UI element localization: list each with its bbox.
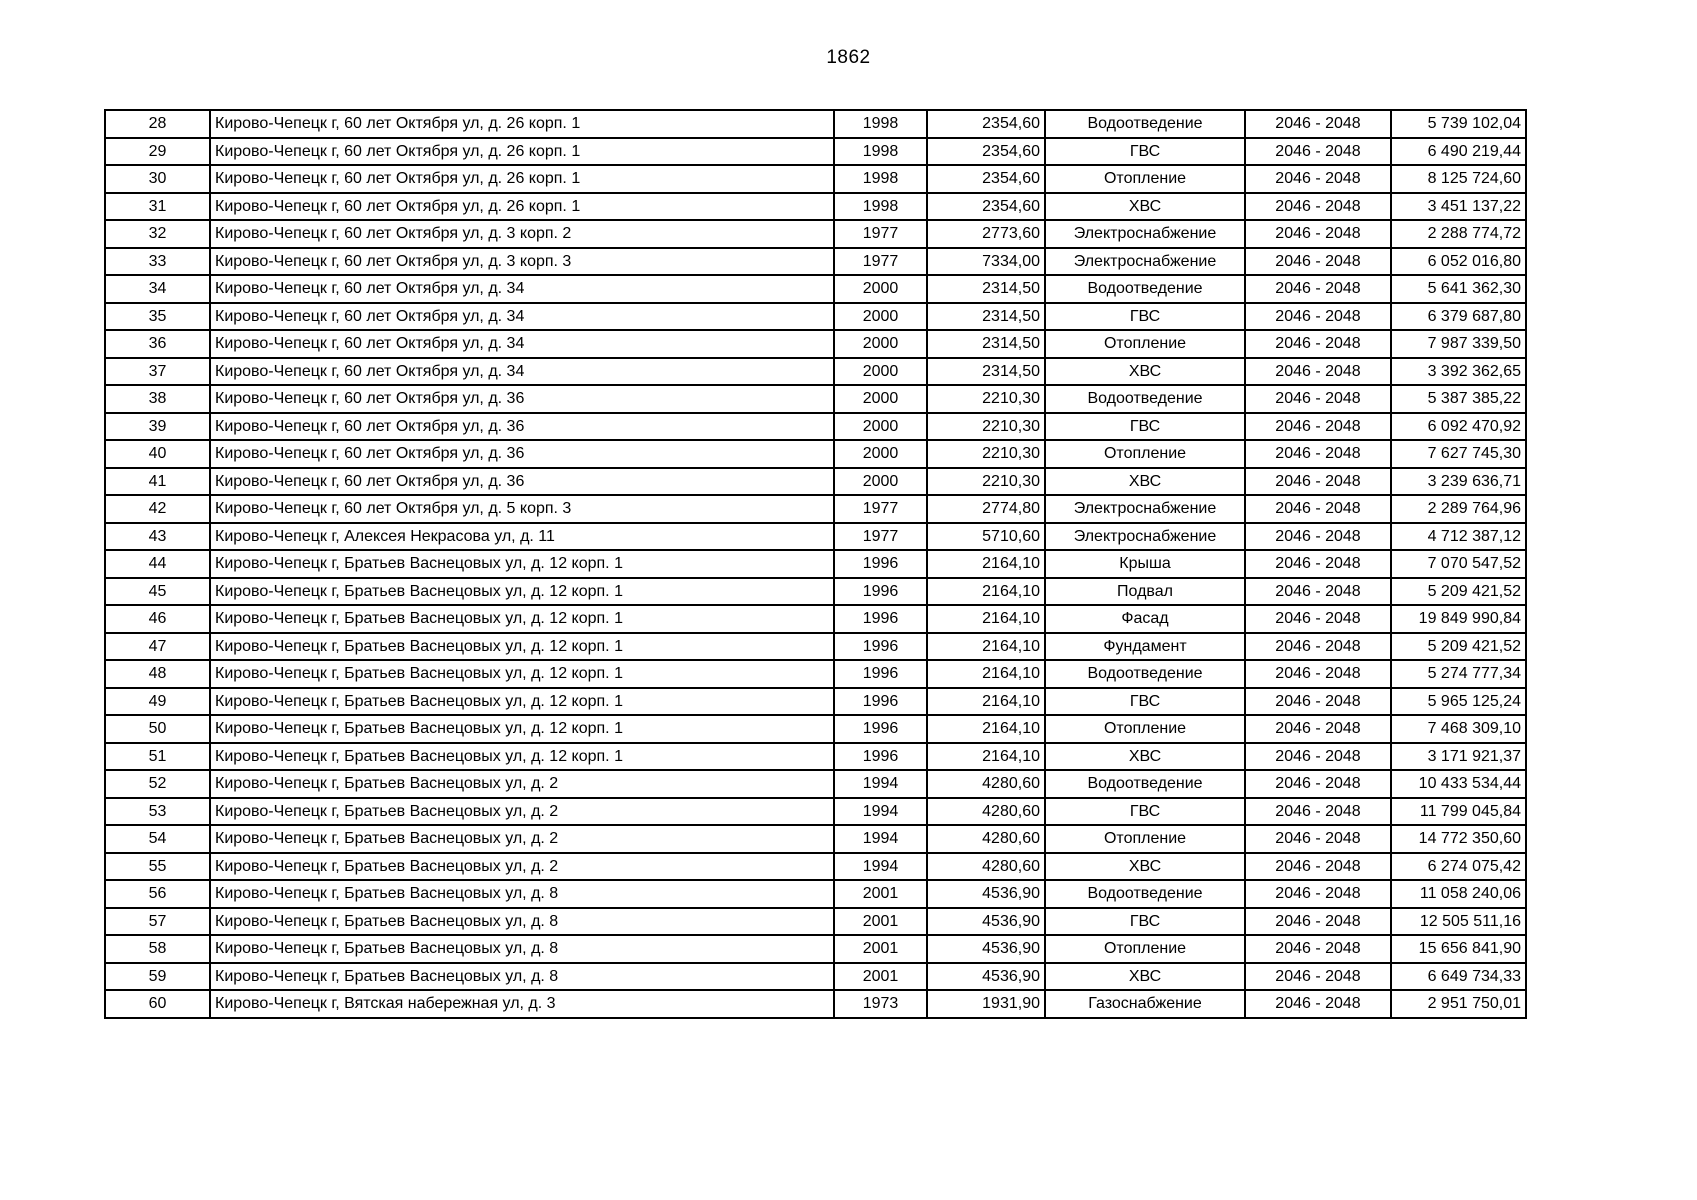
period-cell: 2046 - 2048	[1245, 413, 1391, 441]
work-type-cell: ХВС	[1045, 853, 1245, 881]
row-number-cell: 45	[105, 578, 210, 606]
work-type-cell: Электроснабжение	[1045, 220, 1245, 248]
period-cell: 2046 - 2048	[1245, 248, 1391, 276]
table-row	[105, 358, 1526, 386]
period-cell: 2046 - 2048	[1245, 935, 1391, 963]
build-year-cell: 1973	[834, 990, 927, 1018]
work-type-cell: Фундамент	[1045, 633, 1245, 661]
period-cell: 2046 - 2048	[1245, 138, 1391, 166]
build-year-cell: 2000	[834, 303, 927, 331]
table-row	[105, 935, 1526, 963]
build-year-cell: 2000	[834, 385, 927, 413]
period-cell: 2046 - 2048	[1245, 853, 1391, 881]
period-cell: 2046 - 2048	[1245, 743, 1391, 771]
build-year-cell: 1996	[834, 633, 927, 661]
row-number-cell: 49	[105, 688, 210, 716]
table-row	[105, 275, 1526, 303]
table-row	[105, 413, 1526, 441]
area-cell: 2354,60	[927, 138, 1045, 166]
cost-cell: 5 209 421,52	[1391, 578, 1526, 606]
build-year-cell: 2001	[834, 963, 927, 991]
area-cell: 4536,90	[927, 880, 1045, 908]
address-cell: Кирово-Чепецк г, Братьев Васнецовых ул, д. 2	[210, 798, 834, 826]
row-number-cell: 38	[105, 385, 210, 413]
period-cell: 2046 - 2048	[1245, 963, 1391, 991]
build-year-cell: 1996	[834, 688, 927, 716]
build-year-cell: 1994	[834, 798, 927, 826]
work-type-cell: Газоснабжение	[1045, 990, 1245, 1018]
area-cell: 2210,30	[927, 440, 1045, 468]
build-year-cell: 1994	[834, 770, 927, 798]
period-cell: 2046 - 2048	[1245, 275, 1391, 303]
area-cell: 2164,10	[927, 743, 1045, 771]
cost-cell: 6 649 734,33	[1391, 963, 1526, 991]
table-row	[105, 303, 1526, 331]
row-number-cell: 55	[105, 853, 210, 881]
work-type-cell: ХВС	[1045, 743, 1245, 771]
table-row	[105, 138, 1526, 166]
address-cell: Кирово-Чепецк г, 60 лет Октября ул, д. 34	[210, 358, 834, 386]
period-cell: 2046 - 2048	[1245, 385, 1391, 413]
address-cell: Кирово-Чепецк г, 60 лет Октября ул, д. 36	[210, 468, 834, 496]
row-number-cell: 36	[105, 330, 210, 358]
period-cell: 2046 - 2048	[1245, 110, 1391, 138]
period-cell: 2046 - 2048	[1245, 303, 1391, 331]
cost-cell: 5 209 421,52	[1391, 633, 1526, 661]
build-year-cell: 1977	[834, 248, 927, 276]
row-number-cell: 37	[105, 358, 210, 386]
address-cell: Кирово-Чепецк г, Вятская набережная ул, д. 3	[210, 990, 834, 1018]
table-row	[105, 193, 1526, 221]
area-cell: 4280,60	[927, 853, 1045, 881]
area-cell: 2354,60	[927, 110, 1045, 138]
cost-cell: 6 274 075,42	[1391, 853, 1526, 881]
area-cell: 2314,50	[927, 275, 1045, 303]
row-number-cell: 32	[105, 220, 210, 248]
cost-cell: 6 379 687,80	[1391, 303, 1526, 331]
row-number-cell: 31	[105, 193, 210, 221]
address-cell: Кирово-Чепецк г, 60 лет Октября ул, д. 3 корп. 3	[210, 248, 834, 276]
area-cell: 2164,10	[927, 633, 1045, 661]
table-row	[105, 798, 1526, 826]
area-cell: 5710,60	[927, 523, 1045, 551]
address-cell: Кирово-Чепецк г, Братьев Васнецовых ул, д. 8	[210, 935, 834, 963]
work-type-cell: Водоотведение	[1045, 275, 1245, 303]
work-type-cell: Водоотведение	[1045, 385, 1245, 413]
row-number-cell: 33	[105, 248, 210, 276]
cost-cell: 15 656 841,90	[1391, 935, 1526, 963]
row-number-cell: 43	[105, 523, 210, 551]
cost-cell: 7 070 547,52	[1391, 550, 1526, 578]
row-number-cell: 35	[105, 303, 210, 331]
cost-cell: 5 739 102,04	[1391, 110, 1526, 138]
build-year-cell: 1998	[834, 193, 927, 221]
table-row	[105, 248, 1526, 276]
cost-cell: 3 239 636,71	[1391, 468, 1526, 496]
row-number-cell: 57	[105, 908, 210, 936]
cost-cell: 2 288 774,72	[1391, 220, 1526, 248]
address-cell: Кирово-Чепецк г, Братьев Васнецовых ул, д. 12 корп. 1	[210, 578, 834, 606]
work-type-cell: ХВС	[1045, 358, 1245, 386]
address-cell: Кирово-Чепецк г, 60 лет Октября ул, д. 26 корп. 1	[210, 110, 834, 138]
row-number-cell: 28	[105, 110, 210, 138]
area-cell: 1931,90	[927, 990, 1045, 1018]
address-cell: Кирово-Чепецк г, 60 лет Октября ул, д. 36	[210, 440, 834, 468]
work-type-cell: ХВС	[1045, 963, 1245, 991]
page-number: 1862	[826, 47, 871, 68]
row-number-cell: 58	[105, 935, 210, 963]
area-cell: 2314,50	[927, 330, 1045, 358]
row-number-cell: 60	[105, 990, 210, 1018]
table-row	[105, 605, 1526, 633]
area-cell: 2210,30	[927, 385, 1045, 413]
cost-cell: 3 451 137,22	[1391, 193, 1526, 221]
area-cell: 4536,90	[927, 935, 1045, 963]
work-type-cell: Водоотведение	[1045, 880, 1245, 908]
row-number-cell: 29	[105, 138, 210, 166]
period-cell: 2046 - 2048	[1245, 523, 1391, 551]
work-type-cell: Отопление	[1045, 165, 1245, 193]
build-year-cell: 1996	[834, 660, 927, 688]
table-row	[105, 165, 1526, 193]
address-cell: Кирово-Чепецк г, 60 лет Октября ул, д. 5 корп. 3	[210, 495, 834, 523]
table-row	[105, 743, 1526, 771]
address-cell: Кирово-Чепецк г, 60 лет Октября ул, д. 36	[210, 413, 834, 441]
address-cell: Кирово-Чепецк г, Братьев Васнецовых ул, д. 12 корп. 1	[210, 605, 834, 633]
address-cell: Кирово-Чепецк г, Братьев Васнецовых ул, д. 2	[210, 853, 834, 881]
table-row	[105, 495, 1526, 523]
address-cell: Кирово-Чепецк г, 60 лет Октября ул, д. 34	[210, 330, 834, 358]
build-year-cell: 1996	[834, 550, 927, 578]
area-cell: 2164,10	[927, 688, 1045, 716]
address-cell: Кирово-Чепецк г, Братьев Васнецовых ул, д. 12 корп. 1	[210, 633, 834, 661]
row-number-cell: 51	[105, 743, 210, 771]
address-cell: Кирово-Чепецк г, Братьев Васнецовых ул, д. 2	[210, 825, 834, 853]
build-year-cell: 1977	[834, 495, 927, 523]
cost-cell: 6 052 016,80	[1391, 248, 1526, 276]
period-cell: 2046 - 2048	[1245, 660, 1391, 688]
cost-cell: 7 468 309,10	[1391, 715, 1526, 743]
cost-cell: 19 849 990,84	[1391, 605, 1526, 633]
row-number-cell: 53	[105, 798, 210, 826]
build-year-cell: 1996	[834, 605, 927, 633]
row-number-cell: 46	[105, 605, 210, 633]
work-type-cell: Водоотведение	[1045, 110, 1245, 138]
cost-cell: 10 433 534,44	[1391, 770, 1526, 798]
area-cell: 2164,10	[927, 715, 1045, 743]
period-cell: 2046 - 2048	[1245, 880, 1391, 908]
address-cell: Кирово-Чепецк г, Братьев Васнецовых ул, д. 12 корп. 1	[210, 688, 834, 716]
cost-cell: 5 387 385,22	[1391, 385, 1526, 413]
work-type-cell: Крыша	[1045, 550, 1245, 578]
table-row	[105, 825, 1526, 853]
address-cell: Кирово-Чепецк г, Алексея Некрасова ул, д. 11	[210, 523, 834, 551]
address-cell: Кирово-Чепецк г, 60 лет Октября ул, д. 26 корп. 1	[210, 165, 834, 193]
build-year-cell: 1977	[834, 220, 927, 248]
table-row	[105, 578, 1526, 606]
cost-cell: 11 799 045,84	[1391, 798, 1526, 826]
build-year-cell: 2001	[834, 935, 927, 963]
work-type-cell: Отопление	[1045, 935, 1245, 963]
period-cell: 2046 - 2048	[1245, 908, 1391, 936]
address-cell: Кирово-Чепецк г, Братьев Васнецовых ул, д. 8	[210, 908, 834, 936]
period-cell: 2046 - 2048	[1245, 440, 1391, 468]
work-type-cell: ГВС	[1045, 413, 1245, 441]
cost-cell: 2 951 750,01	[1391, 990, 1526, 1018]
work-type-cell: ГВС	[1045, 303, 1245, 331]
address-cell: Кирово-Чепецк г, 60 лет Октября ул, д. 26 корп. 1	[210, 138, 834, 166]
period-cell: 2046 - 2048	[1245, 715, 1391, 743]
address-cell: Кирово-Чепецк г, 60 лет Октября ул, д. 36	[210, 385, 834, 413]
period-cell: 2046 - 2048	[1245, 550, 1391, 578]
cost-cell: 12 505 511,16	[1391, 908, 1526, 936]
work-type-cell: ХВС	[1045, 468, 1245, 496]
work-type-cell: Отопление	[1045, 715, 1245, 743]
row-number-cell: 41	[105, 468, 210, 496]
table-row	[105, 770, 1526, 798]
work-type-cell: ХВС	[1045, 193, 1245, 221]
work-type-cell: Фасад	[1045, 605, 1245, 633]
table-row	[105, 220, 1526, 248]
period-cell: 2046 - 2048	[1245, 358, 1391, 386]
area-cell: 2354,60	[927, 193, 1045, 221]
work-type-cell: Отопление	[1045, 440, 1245, 468]
row-number-cell: 56	[105, 880, 210, 908]
build-year-cell: 2000	[834, 330, 927, 358]
table-row	[105, 908, 1526, 936]
address-cell: Кирово-Чепецк г, Братьев Васнецовых ул, д. 12 корп. 1	[210, 715, 834, 743]
build-year-cell: 1996	[834, 743, 927, 771]
build-year-cell: 1994	[834, 825, 927, 853]
period-cell: 2046 - 2048	[1245, 220, 1391, 248]
build-year-cell: 2001	[834, 908, 927, 936]
table-row	[105, 990, 1526, 1018]
address-cell: Кирово-Чепецк г, 60 лет Октября ул, д. 3 корп. 2	[210, 220, 834, 248]
period-cell: 2046 - 2048	[1245, 330, 1391, 358]
address-cell: Кирово-Чепецк г, 60 лет Октября ул, д. 34	[210, 303, 834, 331]
table-row	[105, 110, 1526, 138]
cost-cell: 5 274 777,34	[1391, 660, 1526, 688]
table-row	[105, 963, 1526, 991]
period-cell: 2046 - 2048	[1245, 605, 1391, 633]
period-cell: 2046 - 2048	[1245, 193, 1391, 221]
address-cell: Кирово-Чепецк г, Братьев Васнецовых ул, д. 8	[210, 963, 834, 991]
area-cell: 4280,60	[927, 825, 1045, 853]
work-type-cell: Водоотведение	[1045, 770, 1245, 798]
area-cell: 2164,10	[927, 605, 1045, 633]
address-cell: Кирово-Чепецк г, Братьев Васнецовых ул, д. 12 корп. 1	[210, 550, 834, 578]
work-type-cell: Электроснабжение	[1045, 248, 1245, 276]
area-cell: 2354,60	[927, 165, 1045, 193]
work-type-cell: Отопление	[1045, 825, 1245, 853]
cost-cell: 7 987 339,50	[1391, 330, 1526, 358]
table-row	[105, 660, 1526, 688]
period-cell: 2046 - 2048	[1245, 495, 1391, 523]
area-cell: 2773,60	[927, 220, 1045, 248]
cost-cell: 6 092 470,92	[1391, 413, 1526, 441]
row-number-cell: 59	[105, 963, 210, 991]
cost-cell: 2 289 764,96	[1391, 495, 1526, 523]
row-number-cell: 52	[105, 770, 210, 798]
work-type-cell: Подвал	[1045, 578, 1245, 606]
build-year-cell: 2000	[834, 275, 927, 303]
build-year-cell: 2000	[834, 358, 927, 386]
build-year-cell: 2001	[834, 880, 927, 908]
row-number-cell: 39	[105, 413, 210, 441]
cost-cell: 11 058 240,06	[1391, 880, 1526, 908]
cost-cell: 7 627 745,30	[1391, 440, 1526, 468]
period-cell: 2046 - 2048	[1245, 578, 1391, 606]
area-cell: 2164,10	[927, 660, 1045, 688]
cost-cell: 3 392 362,65	[1391, 358, 1526, 386]
table-row	[105, 715, 1526, 743]
cost-cell: 4 712 387,12	[1391, 523, 1526, 551]
table-row	[105, 688, 1526, 716]
table-row	[105, 440, 1526, 468]
table-row	[105, 880, 1526, 908]
row-number-cell: 34	[105, 275, 210, 303]
address-cell: Кирово-Чепецк г, 60 лет Октября ул, д. 26 корп. 1	[210, 193, 834, 221]
area-cell: 2314,50	[927, 303, 1045, 331]
period-cell: 2046 - 2048	[1245, 633, 1391, 661]
row-number-cell: 42	[105, 495, 210, 523]
row-number-cell: 48	[105, 660, 210, 688]
area-cell: 4536,90	[927, 908, 1045, 936]
table-body	[105, 110, 1526, 1018]
cost-cell: 5 965 125,24	[1391, 688, 1526, 716]
work-type-cell: ГВС	[1045, 138, 1245, 166]
work-type-cell: Электроснабжение	[1045, 495, 1245, 523]
work-type-cell: Водоотведение	[1045, 660, 1245, 688]
row-number-cell: 30	[105, 165, 210, 193]
row-number-cell: 50	[105, 715, 210, 743]
row-number-cell: 40	[105, 440, 210, 468]
build-year-cell: 1994	[834, 853, 927, 881]
cost-cell: 14 772 350,60	[1391, 825, 1526, 853]
build-year-cell: 1996	[834, 578, 927, 606]
table-row	[105, 853, 1526, 881]
build-year-cell: 1996	[834, 715, 927, 743]
row-number-cell: 54	[105, 825, 210, 853]
area-cell: 2210,30	[927, 468, 1045, 496]
work-type-cell: ГВС	[1045, 798, 1245, 826]
build-year-cell: 1998	[834, 165, 927, 193]
period-cell: 2046 - 2048	[1245, 688, 1391, 716]
work-type-cell: ГВС	[1045, 908, 1245, 936]
work-type-cell: Электроснабжение	[1045, 523, 1245, 551]
cost-cell: 3 171 921,37	[1391, 743, 1526, 771]
period-cell: 2046 - 2048	[1245, 770, 1391, 798]
period-cell: 2046 - 2048	[1245, 990, 1391, 1018]
table-row	[105, 385, 1526, 413]
build-year-cell: 2000	[834, 413, 927, 441]
address-cell: Кирово-Чепецк г, 60 лет Октября ул, д. 34	[210, 275, 834, 303]
build-year-cell: 2000	[834, 440, 927, 468]
address-cell: Кирово-Чепецк г, Братьев Васнецовых ул, д. 12 корп. 1	[210, 743, 834, 771]
table-row	[105, 330, 1526, 358]
period-cell: 2046 - 2048	[1245, 165, 1391, 193]
area-cell: 4536,90	[927, 963, 1045, 991]
area-cell: 2164,10	[927, 550, 1045, 578]
period-cell: 2046 - 2048	[1245, 825, 1391, 853]
address-cell: Кирово-Чепецк г, Братьев Васнецовых ул, д. 8	[210, 880, 834, 908]
work-type-cell: ГВС	[1045, 688, 1245, 716]
area-cell: 2314,50	[927, 358, 1045, 386]
area-cell: 4280,60	[927, 770, 1045, 798]
build-year-cell: 1998	[834, 110, 927, 138]
cost-cell: 8 125 724,60	[1391, 165, 1526, 193]
table-row	[105, 550, 1526, 578]
address-cell: Кирово-Чепецк г, Братьев Васнецовых ул, д. 2	[210, 770, 834, 798]
row-number-cell: 47	[105, 633, 210, 661]
area-cell: 2210,30	[927, 413, 1045, 441]
period-cell: 2046 - 2048	[1245, 468, 1391, 496]
cost-cell: 5 641 362,30	[1391, 275, 1526, 303]
work-type-cell: Отопление	[1045, 330, 1245, 358]
build-year-cell: 2000	[834, 468, 927, 496]
table-row	[105, 633, 1526, 661]
address-cell: Кирово-Чепецк г, Братьев Васнецовых ул, д. 12 корп. 1	[210, 660, 834, 688]
row-number-cell: 44	[105, 550, 210, 578]
area-cell: 2774,80	[927, 495, 1045, 523]
repair-schedule-table	[104, 109, 1527, 1019]
build-year-cell: 1998	[834, 138, 927, 166]
period-cell: 2046 - 2048	[1245, 798, 1391, 826]
build-year-cell: 1977	[834, 523, 927, 551]
area-cell: 7334,00	[927, 248, 1045, 276]
area-cell: 4280,60	[927, 798, 1045, 826]
table-row	[105, 468, 1526, 496]
area-cell: 2164,10	[927, 578, 1045, 606]
table-row	[105, 523, 1526, 551]
cost-cell: 6 490 219,44	[1391, 138, 1526, 166]
